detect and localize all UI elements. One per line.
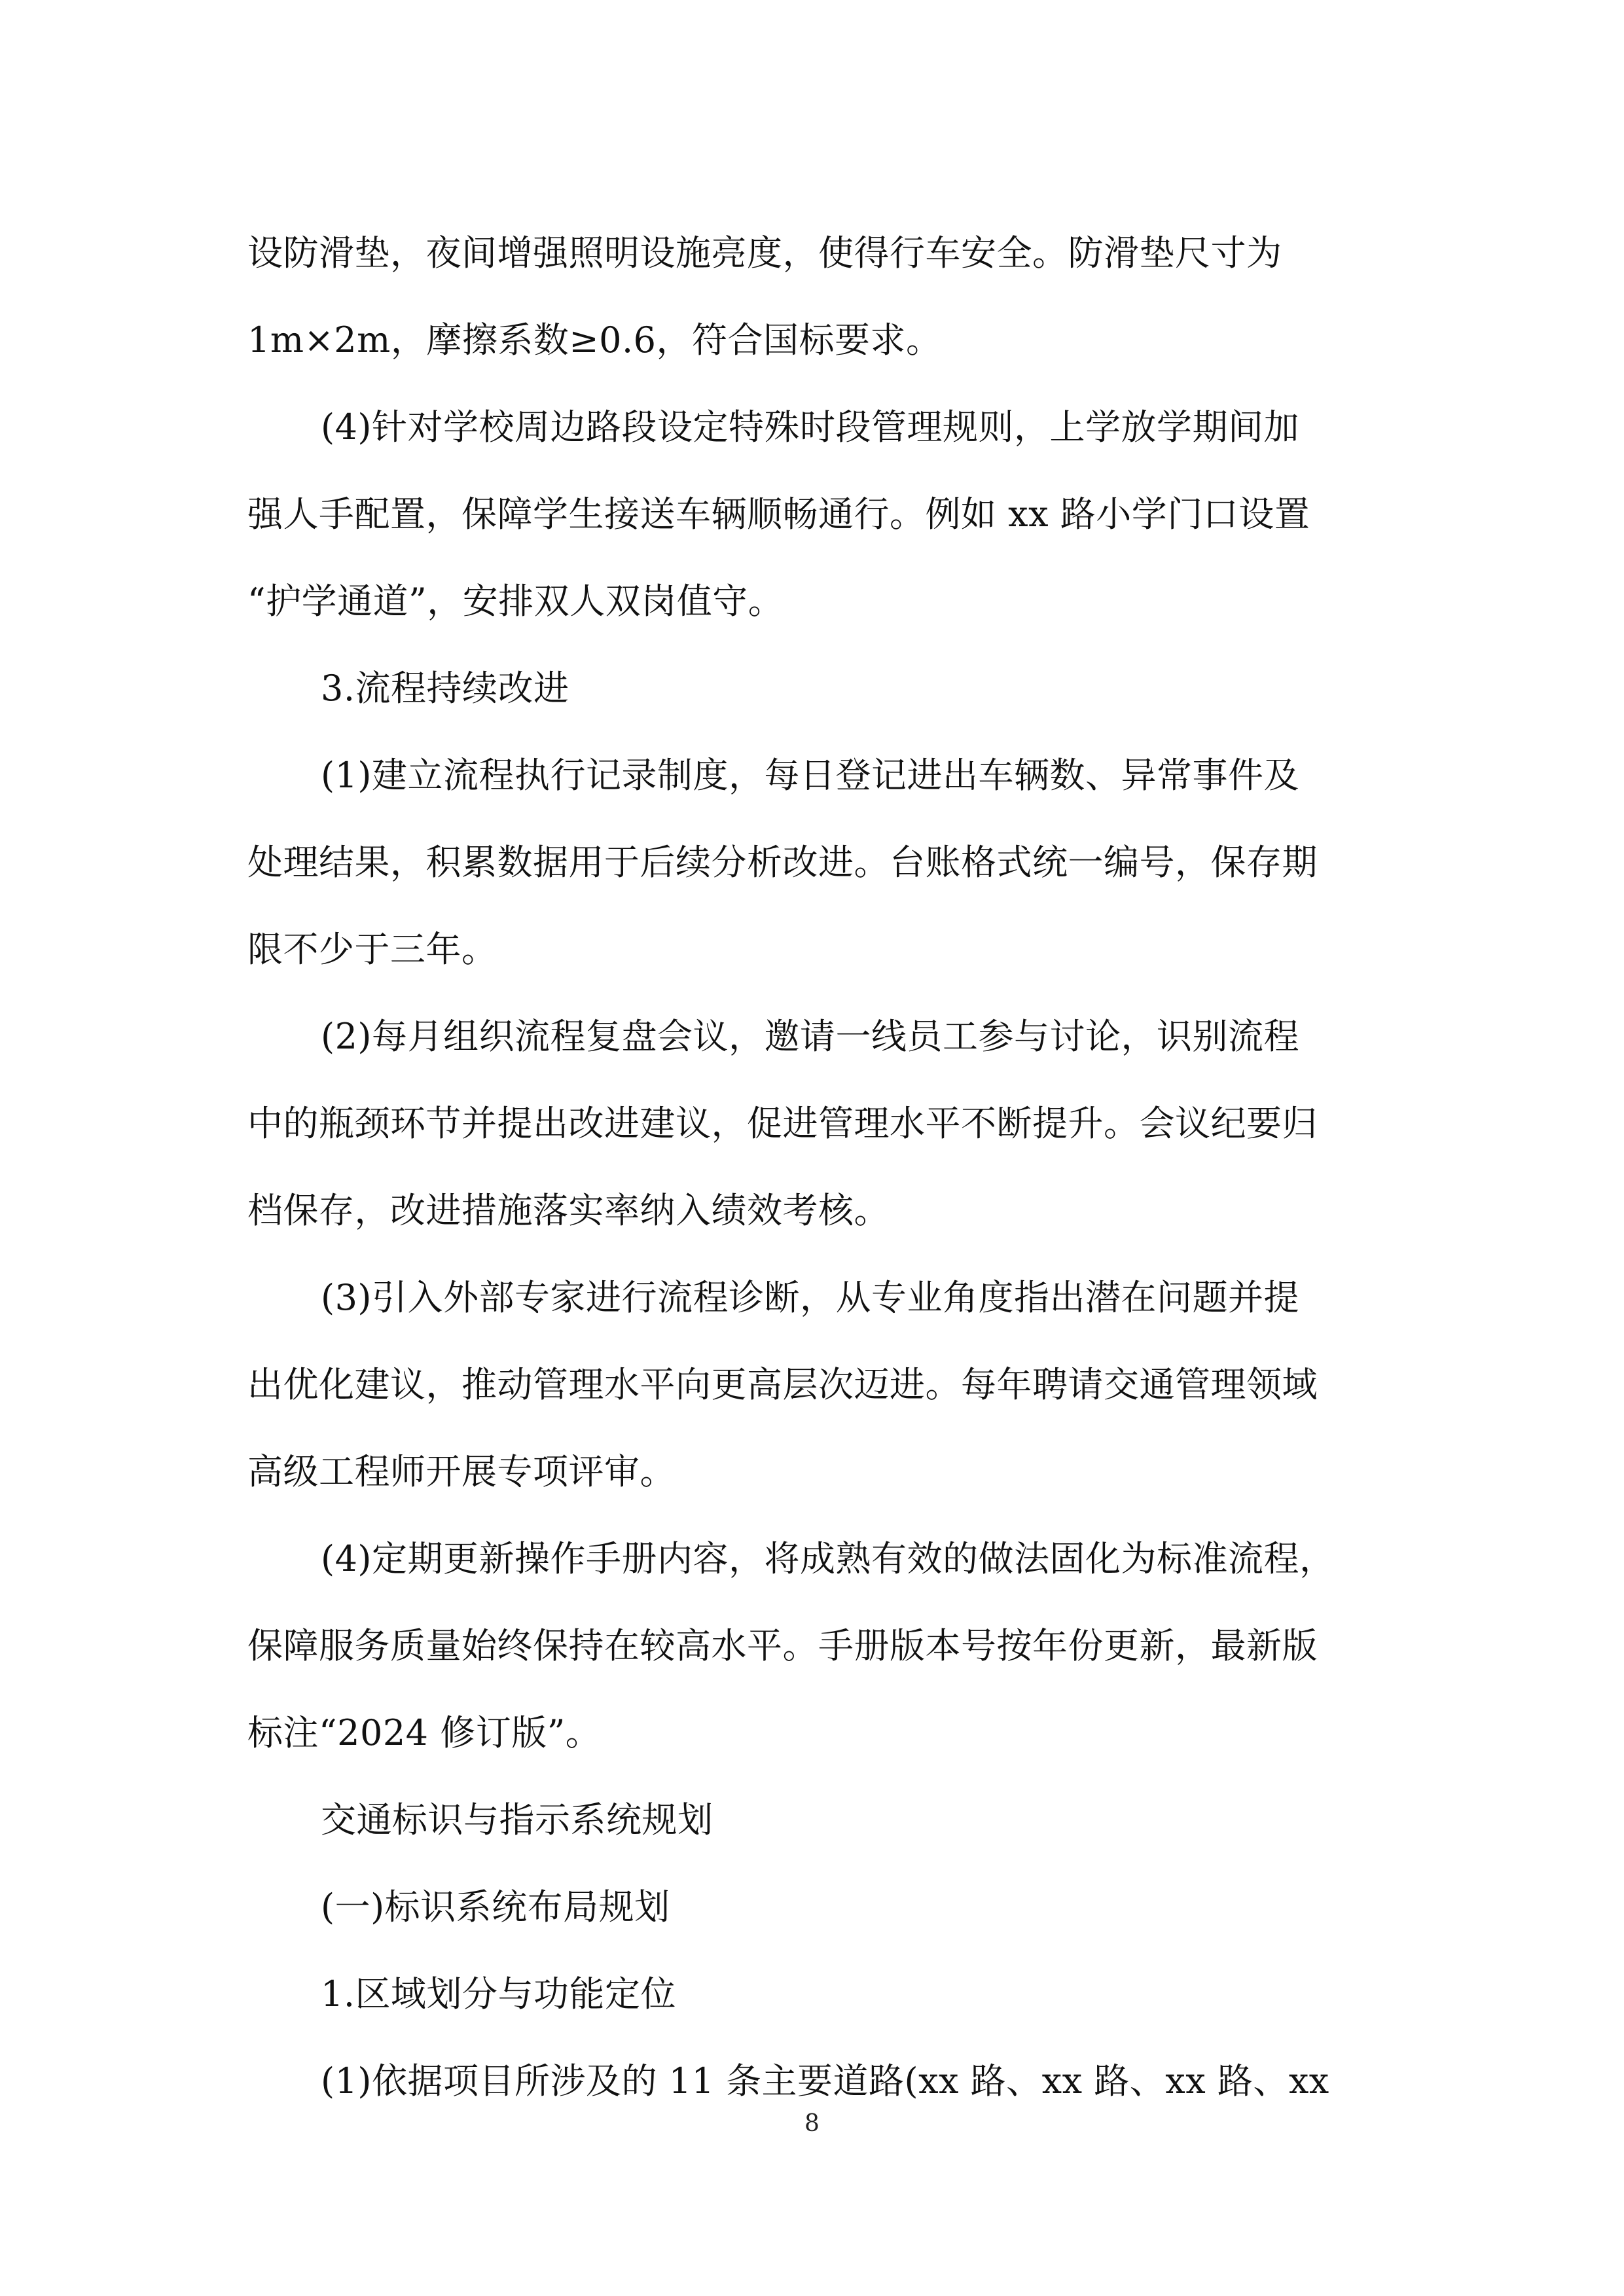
text-line: (1)建立流程执行记录制度，每日登记进出车辆数、异常事件及 (321, 755, 1299, 796)
text-line: 设防滑垫，夜间增强照明设施亮度，使得行车安全。防滑垫尺寸为 (247, 232, 1282, 274)
text-line: 中的瓶颈环节并提出改进建议，促进管理水平不断提升。会议纪要归 (247, 1103, 1318, 1144)
page-number: 8 (804, 2110, 820, 2137)
text-line: 处理结果，积累数据用于后续分析改进。台账格式统一编号，保存期 (247, 842, 1318, 883)
text-line: 限不少于三年。 (247, 929, 497, 970)
text-line: 强人手配置，保障学生接送车辆顺畅通行。例如 xx 路小学门口设置 (247, 493, 1310, 535)
section-heading: 1.区域划分与功能定位 (321, 1973, 677, 2015)
text-line: 标注“2024 修订版”。 (247, 1712, 602, 1753)
text-line: (1)依据项目所涉及的 11 条主要道路(xx 路、xx 路、xx 路、xx (321, 2060, 1329, 2102)
section-heading: 交通标识与指示系统规划 (321, 1799, 713, 1840)
text-line: 1m×2m，摩擦系数≥0.6，符合国标要求。 (247, 319, 942, 361)
text-line: 档保存，改进措施落实率纳入绩效考核。 (247, 1190, 890, 1231)
section-heading: (一)标识系统布局规划 (321, 1886, 670, 1928)
body-text (247, 209, 1386, 2125)
text-line: (4)定期更新操作手册内容，将成熟有效的做法固化为标准流程， (321, 1538, 1335, 1579)
section-heading: 3.流程持续改进 (321, 668, 569, 709)
text-line: 出优化建议，推动管理水平向更高层次迈进。每年聘请交通管理领域 (247, 1364, 1318, 1405)
text-line: (2)每月组织流程复盘会议，邀请一线员工参与讨论，识别流程 (321, 1016, 1299, 1057)
text-line: (4)针对学校周边路段设定特殊时段管理规则，上学放学期间加 (321, 406, 1299, 448)
text-line: “护学通道”，安排双人双岗值守。 (247, 581, 784, 622)
text-line: (3)引入外部专家进行流程诊断，从专业角度指出潜在问题并提 (321, 1277, 1299, 1318)
text-line: 保障服务质量始终保持在较高水平。手册版本号按年份更新，最新版 (247, 1625, 1318, 1666)
text-line: 高级工程师开展专项评审。 (247, 1451, 676, 1492)
